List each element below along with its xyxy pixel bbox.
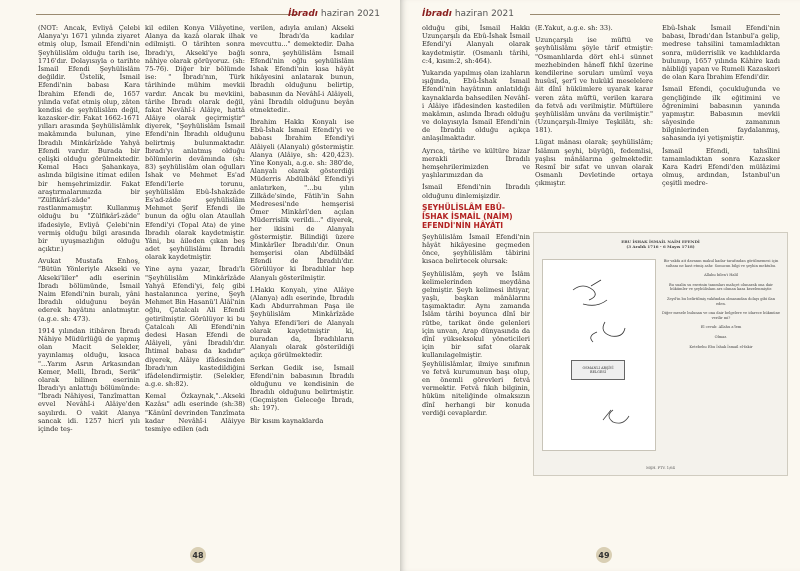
paragraph: Avukat Mustafa Enhoş, "Bütün Yönleriyle Akseki ve Akseki'liler" adlı eserinin İbradı bölümünde, İsmail Naim Efendi'nin buralı, yâni İbradılı olduğunu beyân ederek hayâtını anlatmıştır. (a.g.e. sh: 473). [38,257,140,323]
archive-document-image [533,232,788,476]
paragraph: Lügat mânası olarak; şeyhülislâm; İslâmın şeyhi, büyüğü, fedemlisi, yaşlısı mânâlarına gelmektedir. Resmî bir sıfat ve unvan olarak Osmanlı Devletinde ortaya çıkmıştır. [535,138,653,188]
paragraph: kil edilen Konya Vilâyetine, Alanya da kazâ olarak ilhak edilmişti. O târihten sonra İbradı'yı, Akseki'ye bağlı nâhiye olarak görüyoruz. (sh: 75-76). Diğer bir bölümde ise: " İbradı'nın, Türk târihinde mühim mevkii vardır. Ancak bu mevkiini, târihe İbradı olarak değil, fakat Nevâhî-i Alâiye, hattâ Alâiye olarak geçirmiştir" diyerek, "Şeyhülislâm İsmail Efendi'nin İbradılı olduğunu belirtmiş bulunmaktadır. İbradı'yı anlatmış olduğu bölümlerin devâmında (sh: 83) şeyhülislâm olan oğulları İshak ve Mehmet Es'ad Efendi'lerle torunu, şeyhülislâm Ebû-İshakzâde Es'ad-zâde şeyhülislâm Mehmet Şerif Efendi ile bunun da oğlu olan Ataullah Efendi'yi (Topal Ata) de yine İbradılı olarak kaydetmiştir. Yâni, bu âileden çıkan beş adet şeyhülislâmı İbradılı olarak kaydetmiştir. [145,24,245,262]
header-rule [530,14,780,15]
header-brand: İbradı [288,9,318,19]
paragraph: İsmail Efendi'nin İbradılı olduğunu dinlemişizdir. [422,183,530,200]
document-transcription [662,259,780,455]
paragraph: Yine aynı yazar, İbradı'lı "Şeyhülislâm Minkârîzâde Yahyâ Efendi'yi, felç gibi hastalanınca yerine, Şeyh Mehmet Bin Hasanü'l Âlâî'nin oğlu, Çatalcalı Ali Efendi getirilmiştir. Görülüyor ki bu Çatalcalı Ali Efendi'nin dedesi Hasan Efendi de Alâiyeli, yâni İbradılı'dır. İhtimal babası da kadıdır" diyerek, Alâiye ifâdesinden İbradı'nın kastedildiğini ifâdelendirmiştir. (Selekler, a.g.e. sh:82). [145,265,245,389]
paragraph: İbrahim Hakkı Konyalı ise Ebû-İshak İsmail Efendi'yi ve babası İbrahim Efendi'yi Alâiyeli (Alanyalı) göstermiştir. Alanya (Alâiye, sh: 420,423). Yine Konyalı, a.g.e. sh: 380'de, Alanyalı olarak gösterdiği Müderris Abdülbâkî Efendi'yi anlatırken, "...bu yılın Zilkâde'sinde, Fâtih'in Sahn Medresesi'nde hemşerisi Ömer Minkârî'den açılan Müderrislik verildi..." diyerek, her ikisini de Alanyalı göstermiştir. Bilindiği üzere Minkârîler İbradılı'dır. Onun hemşerisi olan Abdülbâkî Efendi de İbradılı'dır. Görülüyor ki İbradılılar hep Alanyalı gösterilmiştir. [250,118,354,282]
calligraphy-marks [543,260,655,450]
paragraph: Şeyhülislâm, şeyh ve İslâm kelimelerinden meydâna gelmiştir. Şeyh kelimesi ihtiyar, yaşlı, başkan mânâlarını taşımaktadır. Aynı zamanda İslâm târihi boyunca dînî bir rütbe, tarikat önde gelenleri için unvan, Arap dünyasında da dînî yükseksokul yöneticileri için bir sıfat olarak kullanılagelmiştir. Şeyhülislâmlar, ilmiye sınıfının ve fetvâ kurumunun başı olup, en önemli görevleri fetvâ vermektir. Fetvâ fıkıh bilginin, hüküm niteliğinde olmaksızın dînî herhangi bir konuda verdiği cevaplardır. [422,269,530,417]
paragraph: Kemal Özkaynak,"..Akseki Kazâsı" adlı eserinde (sh:38) "Kânûnî devrinden Tanzîmata kadar Nevâhî-i Alâiyye tesmiye edilen (adı [145,392,245,433]
transcription-line: Ketebehu Ebu İshak İsmail el-fakir [689,344,753,349]
paragraph: İ.Hakkı Konyalı, yine Alâiye (Alanya) adlı eserinde, İbradılı Kadı Abdurrahman Paşa ile Şeyhülislâm Minkârîzâde Yahya Efendi'leri de Alanyalı olarak kaydetmiştir ki, buradan da, İbradılıların Alanyalı olarak gösterildiği açıkça görülmektedir. [250,285,354,360]
page-number: 48 [190,547,206,563]
paragraph: 1914 yılından itibâren İbradı Nâhiye Müdürlüğü de yapmış olan Macit Selekler, yayınlamış olduğu, kısaca "...Yarım Asrın Arkasından Kemer, Melli, İbradı, Serik" olarak bilinen eserinin İbradı'yı anlattığı bölümünde: "İbradı Nâhiyesi, Tanzîmattan evvel Nevâhî-i Alâiye'den sayılırdı. O vakit Alanya sancak idi. 1257 hicrî yılı içinde teş- [38,326,140,433]
right-column-3 [662,24,780,229]
page-number: 49 [596,547,612,563]
paragraph: Yukarıda yapılmış olan izahların ışığında, Ebû-İshak İsmail Efendi'nin hayâtının anlatıldığı kaynaklarda bahsedilen Nevâhî-i Alâiye ifâdesinden kastedilen makâmın, aslında İbradı olduğu ve dolayısıyla İsmail Efendi'nin de İbradılı olduğu açıkça anlaşılmaktadır. [422,68,530,143]
transcription-line: Diğer mesele bulunan ve ona dair belgelere ve idarece hükmüne verilir mi? [662,311,781,320]
document-caption: EBU İSHAK İSMAİL NAİM EFENDİ (3 Aralık 1716 - 6 Mayıs 1718) [621,239,700,249]
right-column-1 [422,24,530,552]
paragraph: İsmail Efendi, tahsîlini tamamladıktan sonra Kazasker Kara Kadri Efendi'den mülâzimi olmuş, ardından, İstanbul'un çeşitli medre- [662,146,780,188]
left-column-3 [250,24,354,552]
right-page [400,0,800,571]
header-issue: haziran 2021 [454,9,514,19]
paragraph: İsmail Efendi, çocukluğunda ve gençliğinde ilk eğitimini ve öğrenimini babasının yanında yapmıştır. Babasının mevkii sâyesinde zamanının bilginlerinden faydalanmış, sahasında iyi yetişmiştir. [662,85,780,143]
transcription-line: Zeyd'in bu belirtilmiş vakfından olmasından dolayı gibi ilan eden. [666,296,776,306]
paragraph: (E.Yakut, a.g.e. sh: 33). [535,24,613,32]
paragraph: (NOT: Ancak, Evliyâ Çelebi Alanya'yı 1671 yılında ziyaret etmiş olup, İsmail Efendi'nin Şeyhülislâm olduğu tarih ise, 1716'dır. Dolayısıyla o tarihte İsmail Efendi Şeyhülislâm değildir. Üstelik, İsmail Efendi'nin babası Kara İbrahim Efendi de, 1657 yılında vefat etmiş olup, zâten kendisi de şeyhülislâm değil, kazasker-dir. Fakat 1662-1671 yılları arasında Şeyhülislâmlık makâmında bulunan, yine İbradılı Minkârîzâde Yahyâ Efendi vardır. Burada bir çelişki olduğu görülmektedir. Kemal Hacı Şahankaya, aslında bilgisine itimat edilen bir hemşehrimizdir. Fakat araştırmalarımızda bir "Zülfikârî-zâde" rastlanmamıştır. Kullanmış olduğu bu "Zülfikârî-zâde" ifadesiyle, Evliyâ Çelebi'nin vermiş olduğu bilgi arasında bir uyuşmazlığın olduğu açıktır.) [38,24,140,254]
paragraph: verilen, adıyla anılan) Akseki ve İbradı'da kadılar mevcuttu..." demektedir. Daha sonra, şeyhülislâm İsmail Efendi'nin oğlu şeyhülislâm İshak Efendi'nin kısa hâyât hikâyesini anlatarak bunun, İbradılı olduğunu belirtip, babasının da Nevâhî-i Alâiyeli, yâni İbradılı olduğunu beyân etmektedir.. [250,24,354,114]
transcription-line: Olmaz. [714,334,728,339]
paragraph: Ebû-İshak İsmail Efendi'nin babası, İbradı'dan İstanbul'a gelip, medrese tahsilini tamamladıktan sonra, müderrislik ve kadılıklarda bulunup, 1657 yılında Kâhire kadı nâibliği yapan ve Rumeli Kazaskeri de olan Kara İbrahim Efendi'dir. [662,24,780,82]
header-rule [36,14,298,15]
running-header [422,8,514,20]
paragraph: Bir kısım kaynaklarda [250,416,324,425]
right-column-2 [535,24,653,229]
running-header [288,8,380,20]
left-column-1 [38,24,140,552]
transcription-line: El cevab: Allahu a'lem [700,325,742,330]
paragraph: olduğu gibi, İsmail Hakkı Uzunçarşılı da Ebû-İshak İsmail Efendi'yi Alanyalı olarak kaydetmiştir. (Osmanlı târihi, c:4, kısım:2, sh:464). [422,24,530,65]
section-title: ŞEYHÜLİSLÂM EBÛ- İSHAK İSMAİL (NAİM) EFENDİ'NİN HÂYÂTI [422,202,513,230]
header-brand: İbradı [422,9,452,19]
paragraph: Şeyhülislâm İsmail Efendi'nin hâyât hikâyesine geçmeden önce, şeyhülislâm tâbirini kısaca belirtecek olursak: [422,232,530,266]
transcription-line: Bu sualin su eserinin tanımları mahçet olunarak ona dair hükümler ve şeyhülislam arz olunan kaza kezelenmiştir. [668,282,774,292]
left-column-2 [145,24,245,552]
header-issue: haziran 2021 [320,9,380,19]
document-reference: MŞH. FTV. 1/64 [646,466,675,470]
transcription-line: Bir vakfa ait davanın makul kadar tarafından görülmemesi için sultanı ne kast etmiş ashr. Sonucun bilgi ve şeyhin mektubu. [663,259,779,268]
paragraph: Ayrıca, târihe ve kültüre bizar merakli İbradılı hemşehrilerimizden ve yaşlılarımızdan da [422,146,530,180]
paragraph: Serkan Gedik ise, İsmail Efendi'nin babasının İbradılı olduğunu ve kendisinin de İbradılı olduğunu belirtmiştir. (Geçmişten Geleceğe İbradı, sh: 197). [250,363,354,413]
archive-stamp: OSMANLI ARŞİVİ BELGESİ [571,360,625,380]
paragraph: Uzunçarşılı ise müftü ve şeyhülislâmı şöyle târif etmiştir: "Osmanlılarda dört ehl-i sünnet mezhebinden hânefî fıkhî üzerine kendilerine soruları umûmî veya husûsî, şer'î ve hukûkî meselelere âit dînî hükümlere uyarak karar veren zâta müftü, verilen karara da fetvâ adı verilmiştir. Müftülere şeyhülislâm unvânı da verilmiştir." (Uzunçarşılı-İlmiye Teşkilâtı, sh: 181). [535,36,653,135]
handwritten-manuscript [542,259,656,451]
transcription-line: Allahu bilen'i Halil [704,273,738,278]
